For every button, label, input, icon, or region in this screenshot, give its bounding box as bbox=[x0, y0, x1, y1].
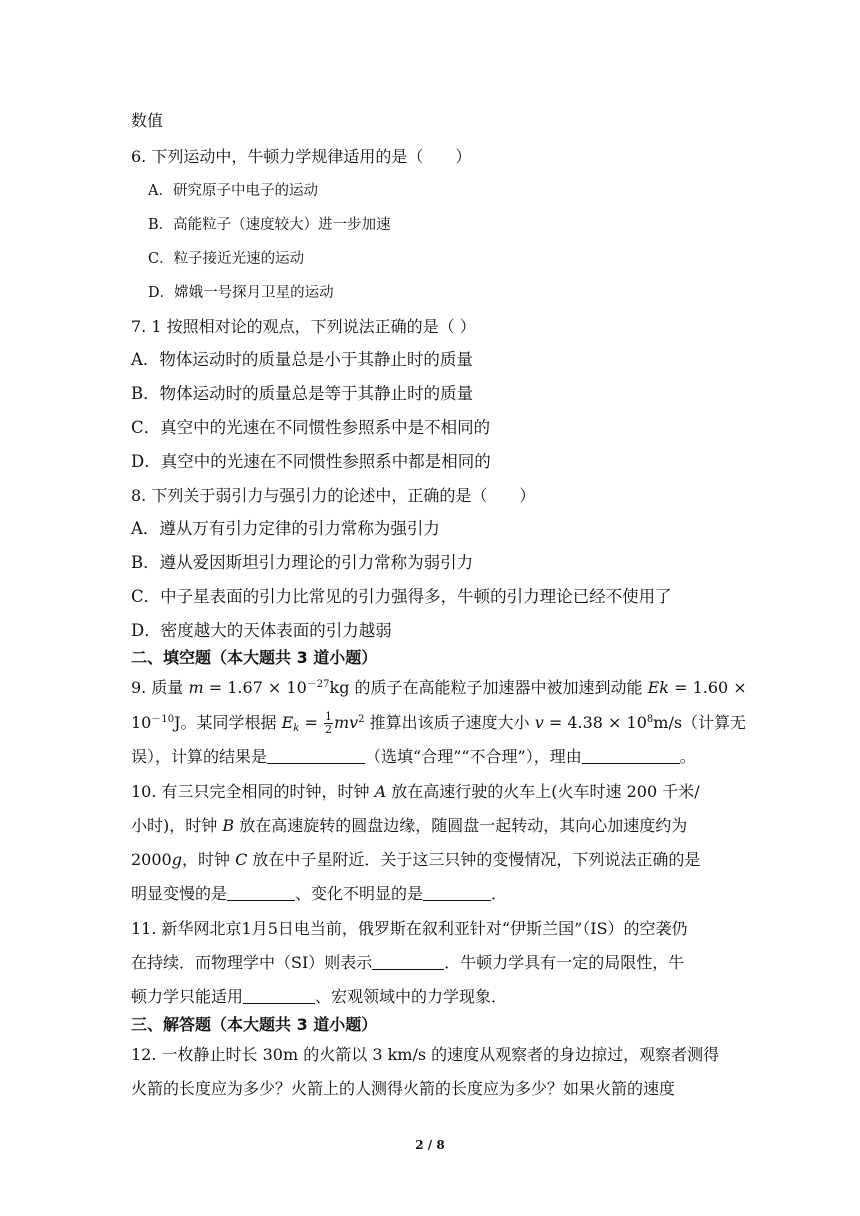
text-fragment: = 1.60 × bbox=[669, 678, 747, 697]
answer-blank[interactable] bbox=[582, 747, 680, 764]
text-fragment: 放在中子星附近．关于这三只钟的变慢情况，下列说法正确的是 bbox=[247, 850, 701, 869]
text-fragment: 在持续．而物理学中（SI）则表示 bbox=[131, 953, 373, 972]
section-heading-fill-in: 二、填空题（本大题共 3 道小题） bbox=[131, 648, 378, 667]
question-11-line-3 bbox=[131, 986, 507, 1008]
variable: C bbox=[235, 850, 248, 869]
question-12-line-1: 12. 一枚静止时长 30m 的火箭以 3 km/s 的速度从观察者的身边掠过，观察者测得 bbox=[131, 1045, 720, 1064]
question-10-line-4 bbox=[131, 883, 507, 905]
exponent: －27 bbox=[306, 679, 330, 690]
text-fragment: kg 的质子在高能粒子加速器中被加速到动能 bbox=[329, 678, 648, 697]
variable: v bbox=[534, 713, 544, 732]
text-fragment: 放在高速行驶的火车上(火车时速 200 千米/ bbox=[386, 782, 700, 801]
text-fragment: J。某同学根据 bbox=[174, 713, 282, 732]
question-9-line-2 bbox=[131, 711, 746, 736]
text-fragment: 误），计算的结果是 bbox=[131, 747, 268, 766]
formula-equals: = bbox=[299, 713, 323, 732]
exponent: 2 bbox=[358, 714, 365, 725]
question-8-option-d: D．密度越大的天体表面的引力越弱 bbox=[131, 621, 392, 640]
text-fragment: 明显变慢的是 bbox=[131, 884, 228, 903]
text-fragment: = 1.67 × 10 bbox=[203, 678, 307, 697]
question-7-option-c: C．真空中的光速在不同惯性参照系中是不相同的 bbox=[131, 418, 491, 437]
question-8-option-c: C．中子星表面的引力比常见的引力强得多，牛顿的引力理论已经不使用了 bbox=[131, 587, 672, 606]
question-9-line-1 bbox=[131, 677, 747, 699]
variable: Ek bbox=[647, 678, 669, 697]
question-7-option-a: A．物体运动时的质量总是小于其静止时的质量 bbox=[131, 350, 473, 369]
text-fragment: 11. 新华网北京1月5日电当前，俄罗斯在叙利亚针对“伊斯兰国”（IS）的空袭仍 bbox=[131, 919, 688, 938]
section-heading-answer: 三、解答题（本大题共 3 道小题） bbox=[131, 1015, 378, 1034]
question-11-line-1 bbox=[131, 918, 688, 940]
question-10-line-1 bbox=[131, 781, 700, 803]
answer-blank[interactable] bbox=[267, 747, 365, 764]
answer-blank[interactable] bbox=[243, 987, 315, 1004]
text-fragment: 推算出该质子速度大小 bbox=[364, 713, 535, 732]
formula-subscript: k bbox=[293, 723, 300, 734]
text-fragment: 。 bbox=[679, 747, 696, 766]
text-fragment: 、变化不明显的是 bbox=[295, 884, 424, 903]
question-11-line-2 bbox=[131, 952, 684, 974]
question-12-line-2: 火箭的长度应为多少？火箭上的人测得火箭的长度应为多少？如果火箭的速度 bbox=[131, 1079, 676, 1098]
text-fragment: 9. 质量 bbox=[131, 678, 189, 697]
question-6-option-c: C．粒子接近光速的运动 bbox=[148, 251, 305, 267]
question-7-option-b: B．物体运动时的质量总是等于其静止时的质量 bbox=[131, 384, 474, 403]
question-10-line-2 bbox=[131, 815, 687, 837]
formula-e: E bbox=[281, 713, 294, 732]
page-number: 2 / 8 bbox=[415, 1138, 445, 1152]
text-fragment: 10. 有三只完全相同的时钟，时钟 bbox=[131, 782, 375, 801]
question-6-option-d: D．嫦娥一号探月卫星的运动 bbox=[148, 285, 334, 301]
text-fragment: ，时钟 bbox=[181, 850, 236, 869]
variable: B bbox=[222, 816, 235, 835]
question-6-option-a: A．研究原子中电子的运动 bbox=[148, 183, 318, 199]
answer-blank[interactable] bbox=[227, 884, 295, 901]
variable: m bbox=[188, 678, 204, 697]
text-fragment: 、宏观领域中的力学现象． bbox=[315, 987, 508, 1006]
variable: A bbox=[374, 782, 387, 801]
text-fragment: 顿力学只能适用 bbox=[131, 987, 244, 1006]
question-8-option-b: B．遵从爱因斯坦引力理论的引力常称为弱引力 bbox=[131, 553, 474, 572]
question-7-stem: 7. 1 按照相对论的观点，下列说法正确的是（ ） bbox=[131, 317, 476, 336]
answer-blank[interactable] bbox=[423, 884, 491, 901]
answer-blank[interactable] bbox=[372, 953, 444, 970]
text-fragment: = 4.38 × 10 bbox=[543, 713, 647, 732]
text-line: 数值 bbox=[131, 111, 164, 130]
fraction-numerator: 1 bbox=[324, 710, 332, 723]
formula-mv: mv bbox=[333, 713, 359, 732]
exponent: 8 bbox=[646, 714, 654, 725]
text-fragment: 2000 bbox=[131, 850, 172, 869]
question-8-option-a: A．遵从万有引力定律的引力常称为强引力 bbox=[131, 519, 440, 538]
question-8-stem: 8. 下列关于弱引力与强引力的论述中，正确的是（ ） bbox=[131, 486, 536, 505]
variable: g bbox=[171, 850, 182, 869]
text-fragment: 小时)，时钟 bbox=[131, 816, 223, 835]
question-7-option-d: D．真空中的光速在不同惯性参照系中都是相同的 bbox=[131, 452, 491, 471]
exponent: －10 bbox=[151, 714, 175, 725]
fraction-denominator: 2 bbox=[324, 723, 332, 736]
text-fragment: ．牛顿力学具有一定的局限性，牛 bbox=[444, 953, 685, 972]
question-9-line-3 bbox=[131, 746, 696, 768]
text-fragment: ． bbox=[491, 884, 508, 903]
text-fragment: 放在高速旋转的圆盘边缘，随圆盘一起转动，其向心加速度约为 bbox=[234, 816, 688, 835]
question-10-line-3 bbox=[131, 849, 700, 871]
question-6-option-b: B．高能粒子（速度较大）进一步加速 bbox=[148, 217, 391, 233]
text-fragment: 10 bbox=[131, 713, 152, 732]
text-fragment: （选填“合理”“不合理”），理由 bbox=[365, 747, 582, 766]
text-fragment: m/s（计算无 bbox=[653, 713, 747, 732]
question-6-stem: 6. 下列运动中，牛顿力学规律适用的是（ ） bbox=[131, 147, 472, 166]
fraction bbox=[324, 711, 333, 736]
